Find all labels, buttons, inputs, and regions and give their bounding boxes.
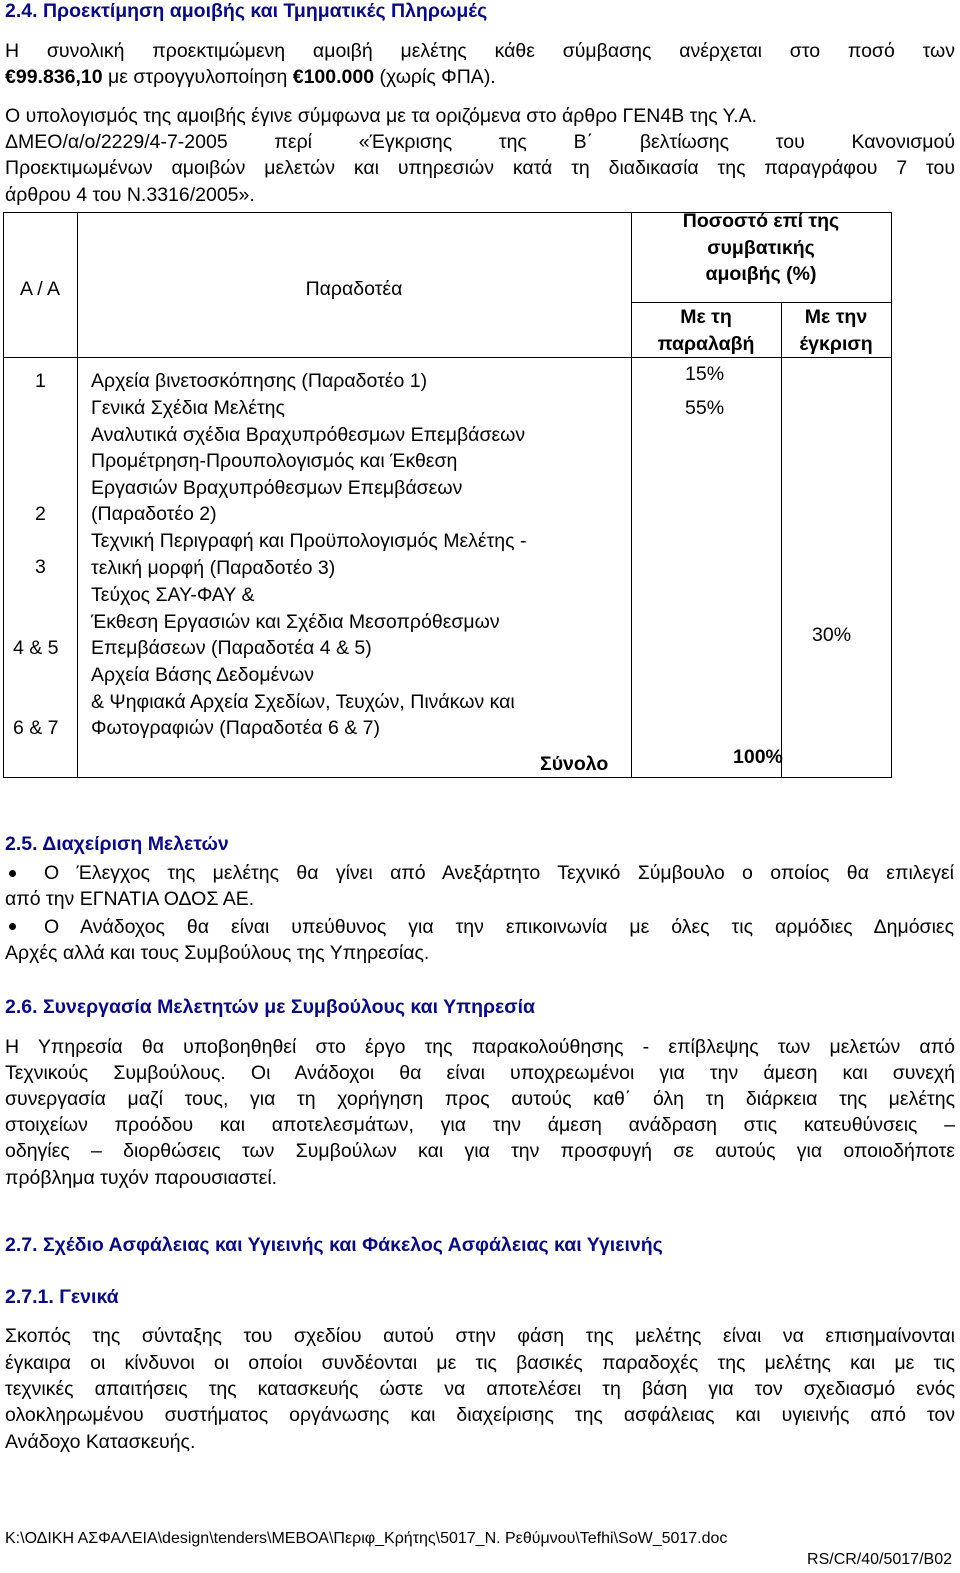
section-2-7-1-heading: 2.7.1. Γενικά: [5, 1286, 119, 1308]
header-line: Ποσοστό επί της: [682, 210, 840, 232]
paragraph-line: στοιχείων προόδου και αποτελεσμάτων, για την άμεση ανάδραση στις κατευθύνσεις –: [5, 1114, 955, 1136]
paragraph-line: ολοκληρωμένου συστήματος οργάνωσης και διαχείρισης της ασφάλειας και υγιεινής από τον: [5, 1404, 955, 1426]
paragraph-line: πρόβλημα τυχόν παρουσιαστεί.: [5, 1167, 278, 1189]
bullet-icon: [9, 870, 16, 877]
column-header-approval: [781, 304, 891, 357]
header-line: Με την: [804, 306, 868, 328]
deliverable-text: [91, 528, 526, 581]
paragraph-line: οδηγίες – διορθώσεις των Συμβούλων και για την προσφυγή σε αυτούς για οποιοδήποτε: [5, 1140, 955, 1162]
bullet-line: από την ΕΓΝΑΤΙΑ ΟΔΟΣ ΑΕ.: [5, 888, 255, 910]
text-line: Φωτογραφιών (Παραδοτέα 6 & 7): [91, 717, 381, 739]
section-2-4-heading: 2.4. Προεκτίμηση αμοιβής και Τμηματικές Πληρωμές: [5, 0, 488, 22]
paragraph-line: Ο υπολογισμός της αμοιβής έγινε σύμφωνα με τα οριζόμενα στο άρθρο ΓΕΝ4Β της Υ.Α.: [5, 105, 758, 127]
paragraph-line: Προεκτιμωμένων αμοιβών μελετών και υπηρεσιών κατά τη διαδικασία της παραγράφου 7 του: [5, 157, 955, 179]
table-border: [781, 302, 782, 778]
footer-code: RS/CR/40/5017/B02: [807, 1551, 952, 1568]
paragraph-line: Σκοπός της σύνταξης του σχεδίου αυτού στην φάση της μελέτης είναι να επισημαίνονται: [5, 1325, 955, 1347]
row-number: 3: [35, 556, 46, 578]
text-line: Προμέτρηση-Προυπολογισμός και Έκθεση: [91, 450, 458, 472]
text-line: Αρχεία Βάσης Δεδομένων: [91, 664, 315, 686]
paragraph-line: συνεργασία μαζί τους, για τη χορήγηση προς αυτούς καθ΄ όλη τη διάρκεια της μελέτης: [5, 1088, 955, 1110]
payments-table: [3, 212, 892, 778]
table-border: [631, 302, 891, 303]
table-border: [891, 212, 892, 778]
column-header-percent: [631, 208, 891, 288]
column-header-aa: Α / Α: [19, 278, 61, 300]
header-line: παραλαβή: [657, 332, 755, 355]
table-border: [3, 357, 892, 358]
header-line: Με τη: [680, 306, 732, 328]
paragraph-line: άρθρου 4 του Ν.3316/2005».: [5, 184, 255, 206]
total-label: Σύνολο: [540, 753, 609, 775]
bullet-line: Ο Έλεγχος της μελέτης θα γίνει από Ανεξάρτητο Τεχνικό Σύμβουλο ο οποίος θα επιλεγεί: [44, 862, 954, 884]
paragraph-line: [5, 64, 955, 90]
section-2-5-heading: 2.5. Διαχείριση Μελετών: [5, 833, 229, 855]
text-span: με στρογγυλοποίηση: [102, 66, 293, 88]
bullet-line: Ο Ανάδοχος θα είναι υπεύθυνος για την επικοινωνία με όλες τις αρμόδιες Δημόσιες: [44, 916, 954, 938]
text-line: Επεμβάσεων (Παραδοτέα 4 & 5): [91, 637, 372, 659]
footer-path: K:\ΟΔΙΚΗ ΑΣΦΑΛΕΙΑ\design\tenders\ΜΕΒΟΑ\Περιφ_Κρήτης\5017_Ν. Ρεθύμνου\Tefhi\SoW_5017.doc: [5, 1530, 728, 1547]
table-border: [3, 777, 892, 778]
header-line: έγκριση: [799, 332, 873, 355]
column-header-deliverables: Παραδοτέα: [305, 278, 403, 300]
deliverable-text: [91, 395, 525, 528]
deliverable-text: Αρχεία βινετοσκόπησης (Παραδοτέο 1): [91, 370, 428, 392]
paragraph-line: έγκαιρα οι κίνδυνοι οι οποίοι συνδέονται με τις βασικές παραδοχές της μελέτης και με τις: [5, 1352, 955, 1374]
row-number: 6 & 7: [13, 717, 59, 739]
deliverable-text: [91, 582, 500, 662]
text-line: Εργασιών Βραχυπρόθεσμων Επεμβάσεων: [91, 476, 463, 499]
text-line: τελική μορφή (Παραδοτέο 3): [91, 556, 336, 579]
paragraph-line: τεχνικές απαιτήσεις της κατασκευής ώστε να αποτελέσει τη βάση για τον σχεδιασμό ενός: [5, 1378, 955, 1400]
text-span: (χωρίς ΦΠΑ).: [374, 66, 496, 88]
text-line: Τεχνική Περιγραφή και Προϋπολογισμός Μελέτης -: [91, 530, 527, 552]
amount-bold: €99.836,10: [5, 66, 103, 88]
bullet-icon: [9, 923, 16, 930]
text-line: Γενικά Σχέδια Μελέτης: [91, 397, 285, 419]
text-line: Τεύχος ΣΑΥ-ΦΑΥ &: [91, 584, 255, 606]
text-line: Αναλυτικά σχέδια Βραχυπρόθεσμων Επεμβάσεων: [91, 423, 526, 446]
header-line: αμοιβής (%): [705, 263, 817, 285]
paragraph-line: Η Υπηρεσία θα υποβοηθηθεί στο έργο της παρακολούθησης - επίβλεψης των μελετών από: [5, 1036, 955, 1058]
bullet-line: Αρχές αλλά και τους Συμβούλους της Υπηρεσίας.: [5, 942, 430, 964]
row-number: 1: [35, 370, 46, 392]
header-line: συμβατικής: [707, 236, 815, 259]
table-border: [631, 212, 632, 778]
column-header-receipt: [631, 304, 781, 357]
approval-percent: 30%: [812, 624, 852, 646]
receipt-percent: 55%: [685, 397, 725, 419]
total-value: 100%: [733, 746, 783, 768]
text-line: Έκθεση Εργασιών και Σχέδια Μεσοπρόθεσμων: [91, 610, 500, 633]
deliverable-text: [91, 662, 515, 742]
section-2-6-heading: 2.6. Συνεργασία Μελετητών με Συμβούλους και Υπηρεσία: [5, 996, 536, 1018]
row-number: 2: [35, 503, 46, 525]
paragraph-line: ΔΜΕΟ/α/ο/2229/4-7-2005 περί «Έγκρισης της Β΄ βελτίωσης του Κανονισμού: [5, 131, 955, 153]
amount-bold: €100.000: [292, 66, 375, 88]
paragraph-line: Ανάδοχο Κατασκευής.: [5, 1431, 196, 1453]
text-line: & Ψηφιακά Αρχεία Σχεδίων, Τευχών, Πινάκων και: [91, 690, 515, 713]
paragraph-line: Τεχνικούς Συμβούλους. Οι Ανάδοχοι θα είναι υποχρεωμένοι για την άμεση και συνεχή: [5, 1062, 955, 1084]
paragraph-line: Η συνολική προεκτιμώμενη αμοιβή μελέτης κάθε σύμβασης ανέρχεται στο ποσό των: [5, 40, 955, 62]
row-number: 4 & 5: [13, 637, 59, 659]
receipt-percent: 15%: [685, 363, 725, 385]
section-2-7-heading: 2.7. Σχέδιο Ασφάλειας και Υγιεινής και Φάκελος Ασφάλειας και Υγιεινής: [5, 1234, 663, 1256]
text-line: (Παραδοτέο 2): [91, 503, 217, 525]
